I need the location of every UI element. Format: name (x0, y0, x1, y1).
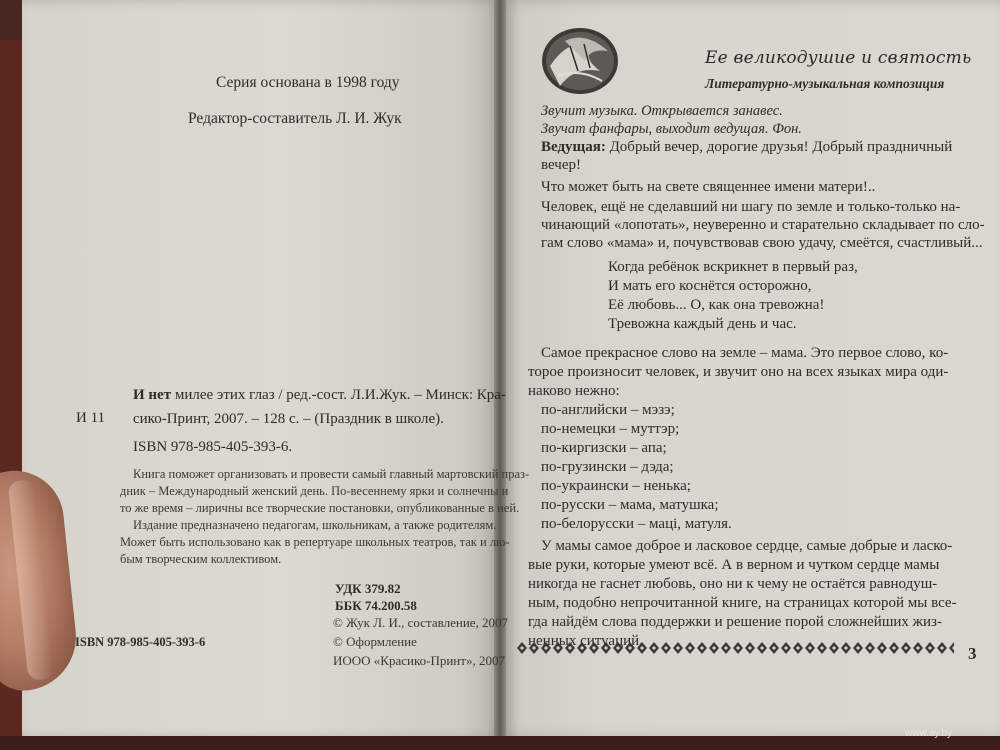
paragraph-line: никогда не гаснет любовь, оно ни к чему не остаётся равнодуш- (528, 576, 938, 592)
paragraph-line: У мамы самое доброе и ласковое сердце, самые добрые и ласко- (541, 538, 953, 554)
speaker-line-2: вечер! (541, 157, 581, 173)
speaker-line (541, 138, 952, 156)
paragraph-line: торое произносит человек, и звучит оно на всех языках мира оди- (528, 364, 949, 380)
paragraph-line: ным, подобно непрочитанной книге, на страницах которой мы все- (528, 595, 957, 611)
editor-line: Редактор-составитель Л. И. Жук (188, 110, 402, 127)
poem-line: Когда ребёнок вскрикнет в первый раз, (608, 259, 858, 275)
poem-line: Её любовь... О, как она тревожна! (608, 297, 825, 313)
stage-direction: Звучат фанфары, выходит ведущая. Фон. (541, 121, 802, 137)
composition-subtitle: Литературно-музыкальная композиция (705, 76, 945, 91)
watermark: www.ay.by (905, 728, 953, 739)
series-line: Серия основана в 1998 году (216, 74, 400, 91)
page-number: 3 (968, 644, 977, 663)
paragraph-line: наково нежно: (528, 383, 620, 399)
ornament-divider-icon (516, 640, 954, 656)
language-item: по-английски – мэзэ; (541, 402, 675, 418)
bib-line-1 (133, 386, 506, 404)
annotation-line: Может быть использовано как в репертуаре школьных театров, так и лю- (120, 535, 510, 549)
bib-line-2: сико-Принт, 2007. – 128 с. – (Праздник в школе). (133, 411, 444, 427)
composition-title: Ее великодушие и святость (705, 48, 972, 68)
language-item: по-киргизски – апа; (541, 440, 667, 456)
annotation-line: Издание предназначено педагогам, школьникам, а также родителям. (133, 518, 497, 532)
isbn-bottom: ISBN 978-985-405-393-6 (75, 635, 206, 649)
speaker-name: Ведущая: (541, 139, 606, 155)
copyright-line: © Жук Л. И., составление, 2007 (333, 615, 509, 630)
copyright-line: © Оформление (333, 634, 417, 649)
annotation-line: то же время – лиричны все творческие постановки, опубликованные в ней. (120, 501, 520, 515)
paragraph-line: Самое прекрасное слово на земле – мама. Это первое слово, ко- (541, 345, 949, 361)
paragraph-line: гда найдём слова поддержки и решение порой сложнейших жиз- (528, 614, 942, 630)
paragraph: Что может быть на свете священнее имени матери!.. (541, 179, 876, 195)
annotation-line: Книга поможет организовать и провести самый главный мартовский праз- (133, 467, 530, 481)
bib-code: И 11 (76, 410, 106, 426)
bib-title-rest: милее этих глаз / ред.-сост. Л.И.Жук. – Минск: Кра- (174, 387, 506, 403)
paragraph-line: Человек, ещё не сделавший ни шагу по земле и только-только на- (541, 199, 961, 215)
annotation-line: бым творческим коллективом. (120, 552, 282, 566)
paragraph-line: чинающий «лопотать», неуверенно и старательно складывает по сло- (541, 217, 985, 233)
speaker-text: Добрый вечер, дорогие друзья! Добрый праздничный (605, 139, 953, 155)
language-item: по-украински – ненька; (541, 478, 691, 494)
bib-title-bold: И нет (133, 387, 172, 403)
poem-line: Тревожна каждый день и час. (608, 316, 797, 332)
decorative-emblem-icon (540, 26, 620, 96)
isbn-line: ISBN 978-985-405-393-6. (133, 439, 293, 455)
poem-line: И мать его коснётся осторожно, (608, 278, 812, 294)
table-edge (0, 736, 1000, 750)
copyright-line: ИООО «Красико-Принт», 2007 (333, 653, 505, 668)
stage-direction: Звучит музыка. Открывается занавес. (541, 103, 783, 119)
paragraph-line: гам слово «мама» и, почувствовав свою удачу, смеётся, счастливый... (541, 235, 983, 251)
paragraph-line: вые руки, которые умеют всё. А в верном и чутком сердце мамы (528, 557, 940, 573)
udk-code: УДК 379.82 (335, 581, 401, 596)
annotation-line: дник – Международный женский день. По-весеннему ярки и солнечны и (120, 484, 509, 498)
language-item: по-грузински – дэда; (541, 459, 674, 475)
language-item: по-белорусски – маці, матуля. (541, 516, 732, 532)
language-item: по-русски – мама, матушка; (541, 497, 719, 513)
language-item: по-немецки – муттэр; (541, 421, 680, 437)
bbk-code: ББК 74.200.58 (335, 598, 417, 613)
